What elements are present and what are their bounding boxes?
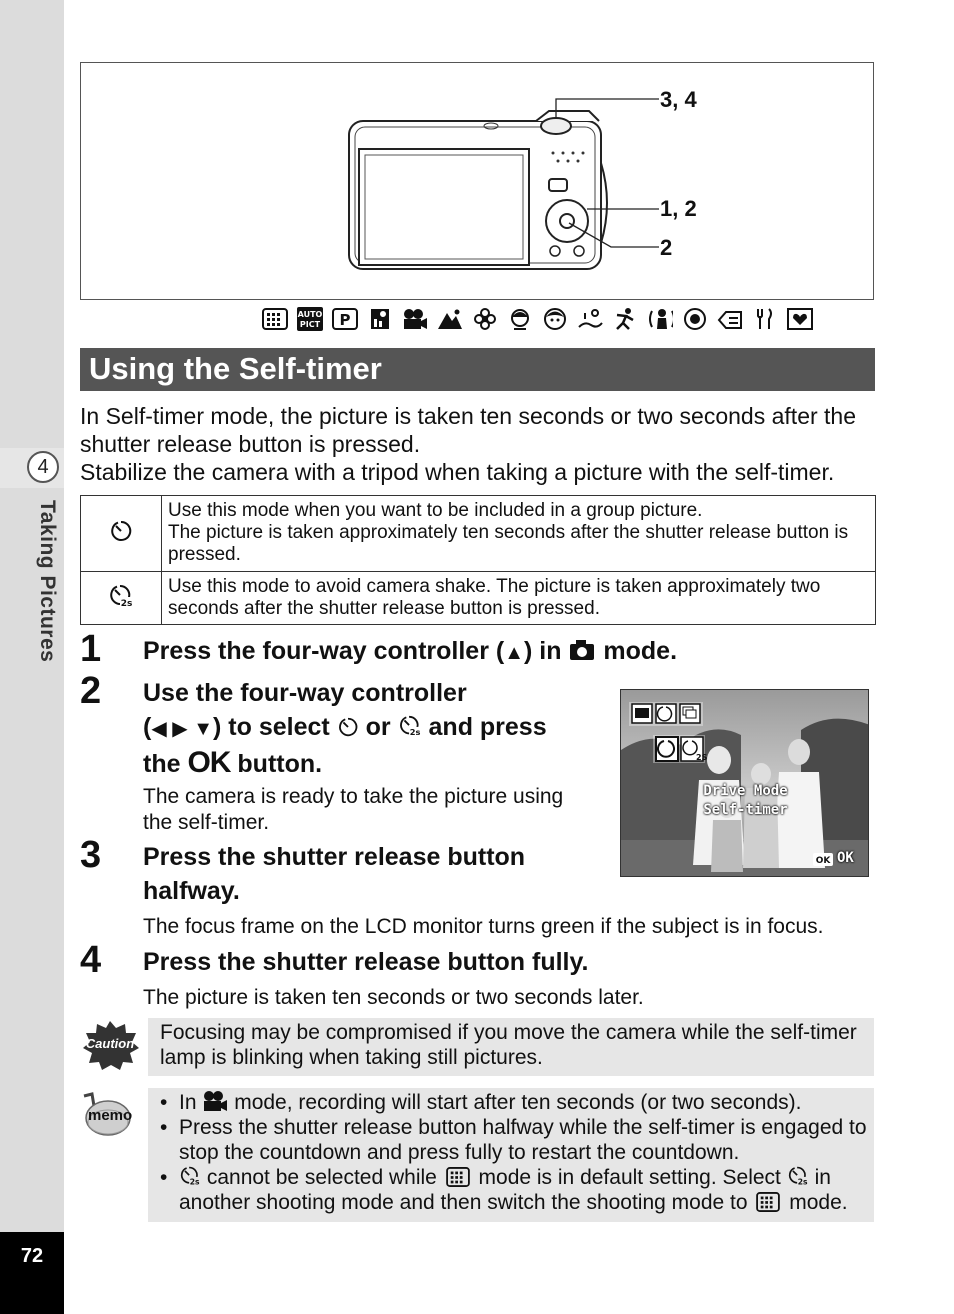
auto-picture-icon [443,1167,473,1187]
up-arrow-icon: ▲ [504,642,524,664]
sport-icon [612,307,638,331]
self-timer-2s-icon [398,714,422,738]
lcd-monitor-photo [620,689,869,877]
auto-picture-icon [262,307,288,331]
portrait-icon [507,307,533,331]
self-timer-2s-icon [179,1165,201,1187]
svg-text:AUTO: AUTO [297,310,323,319]
frame-composite-icon [787,307,813,331]
callout-ok-button: 2 [660,235,673,260]
table-cell-text: Use this mode to avoid camera shake. The picture is taken approximately two seconds after the shutter release button is pressed. [162,572,876,625]
step-number-4: 4 [80,939,102,981]
caution-label: Caution [85,1036,135,1051]
ok-button-icon: OK [187,746,231,779]
kids-icon [647,307,673,331]
callout-four-way-controller: 1, 2 [660,196,697,221]
step-3-title: Press the shutter release button halfway. [143,843,526,905]
memo-list [158,1090,870,1215]
table-cell-icon [81,496,162,572]
self-timer-2s-icon [108,583,134,609]
list-item: • In mode, recording will start after ten seconds (or two seconds). [160,1091,802,1114]
lcd-ok-badge [813,853,833,866]
pet-icon [682,307,708,331]
chapter-title: Taking Pictures [36,500,59,663]
camera-figure [80,62,874,300]
step-3-body: The focus frame on the LCD monitor turns green if the subject is in focus. [143,915,824,938]
step-1-title: Press the four-way controller (▲) in mode. [143,637,678,665]
svg-text:OK: OK [815,856,831,866]
svg-text:2s: 2s [120,598,133,609]
auto-pict-icon [297,307,323,331]
svg-text:P: P [339,311,351,329]
table-row [81,496,876,572]
callout-shutter-button: 3, 4 [660,87,697,112]
applicable-mode-icons [262,306,874,332]
svg-text:PICT: PICT [299,320,321,329]
list-item: • 2s cannot be selected while mode is in default setting. Select 2s in another shooting mode and then switch the shooting mode to mode. [160,1166,848,1214]
program-icon [332,307,358,331]
movie-icon [402,307,428,331]
step-4-body: The picture is taken ten seconds or two seconds later. [143,986,644,1009]
left-right-down-arrows-icon: ◀ ▶ ▼ [151,718,213,740]
auto-picture-icon [753,1192,783,1212]
self-timer-icon [109,519,133,543]
night-scene-icon [367,307,393,331]
table-row [81,572,876,625]
lcd-drive-mode-label: Drive Mode [703,783,788,799]
svg-text:2S: 2S [696,753,708,762]
movie-icon [202,1090,228,1112]
section-title: Using the Self-timer [80,348,875,391]
svg-text:2s: 2s [797,1177,808,1187]
lcd-ok-label: OK [837,850,854,866]
page-number: 72 [20,1245,44,1267]
landscape-icon [437,307,463,331]
svg-text:2s: 2s [409,727,420,738]
camera-icon [568,638,596,662]
step-number-2: 2 [80,670,102,712]
svg-text:2s: 2s [189,1177,200,1187]
table-cell-text: Use this mode when you want to be included in a group picture. The picture is taken approximately ten seconds after the shutter release button is pressed. [162,496,876,572]
intro-line-1: In Self-timer mode, the picture is taken ten seconds or two seconds after the shutter release button is pressed. [80,403,857,457]
caution-text: Focusing may be compromised if you move the camera while the self-timer lamp is blinking when taking still pictures. [160,1021,857,1069]
step-2-title: Use the four-way controller (◀ ▶ ▼) to select or 2s and press the OK button. [143,679,547,779]
natural-skin-tone-icon [542,307,568,331]
camera-back-illustration [81,63,875,301]
step-4-title: Press the shutter release button fully. [143,948,589,976]
self-timer-2s-icon [787,1165,809,1187]
intro-line-2: Stabilize the camera with a tripod when taking a picture with the self-timer. [80,459,835,485]
intro-text [80,402,880,486]
food-icon [752,307,778,331]
surf-snow-icon [577,307,603,331]
step-number-3: 3 [80,834,102,876]
lcd-self-timer-label: Self-timer [703,802,788,818]
table-cell-icon [81,572,162,625]
step-number-1: 1 [80,628,102,670]
list-item: • Press the shutter release button halfway while the self-timer is engaged to stop the countdown and press fully to restart the countdown. [160,1116,867,1164]
memo-label: memo [88,1107,133,1124]
chapter-number: 4 [27,451,59,483]
flower-icon [472,307,498,331]
text-icon [717,307,743,331]
step-2-body: The camera is ready to take the picture using the self-timer. [143,785,564,834]
self-timer-modes-table [80,495,876,625]
self-timer-icon [337,716,359,738]
